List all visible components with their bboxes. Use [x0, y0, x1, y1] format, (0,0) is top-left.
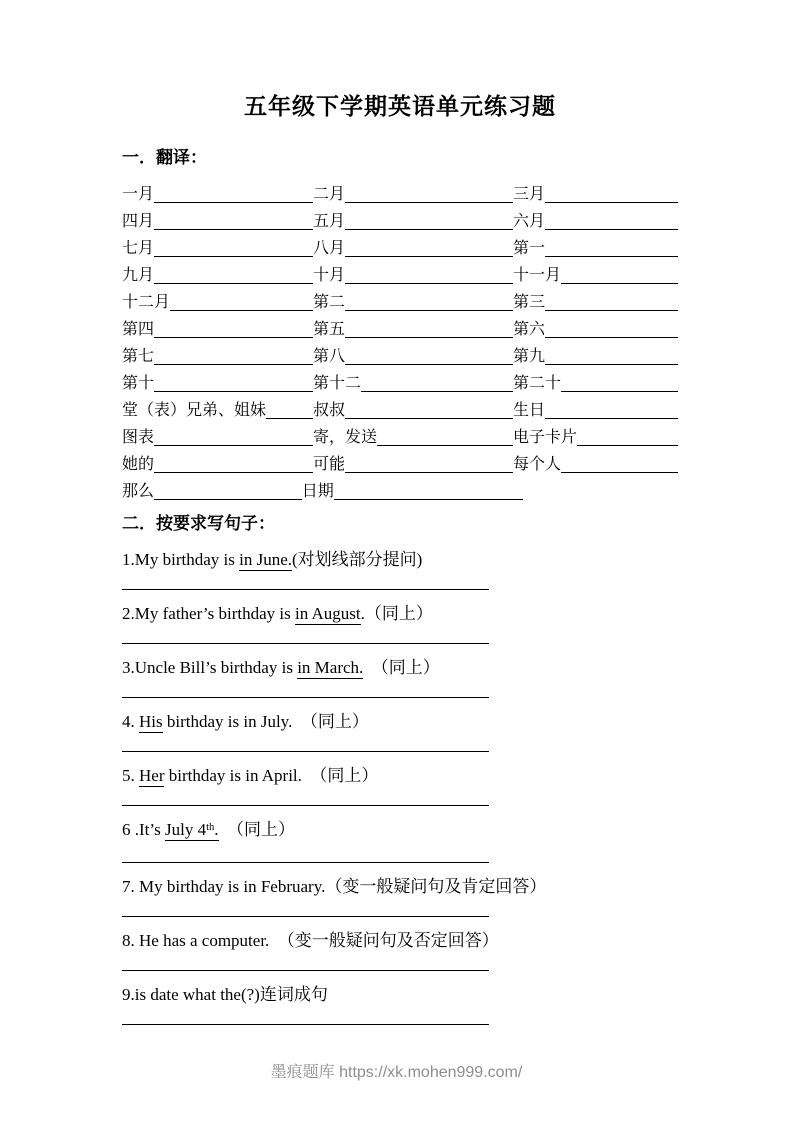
- translation-label: 七月: [122, 240, 155, 257]
- question-text: [122, 765, 678, 786]
- underlined-phrase: in June.: [239, 550, 292, 569]
- answer-blank-line: [334, 498, 523, 500]
- translation-label: 六月: [513, 213, 546, 230]
- answer-blank-line: [545, 309, 678, 311]
- translation-row: [122, 421, 678, 448]
- translation-item: [513, 185, 678, 205]
- answer-blank-line: [345, 471, 513, 473]
- answer-blank-line: [170, 309, 313, 311]
- answer-blank-line: [545, 363, 678, 365]
- answer-blank-line: [545, 201, 678, 203]
- question-segment: 2.My father’s birthday is: [122, 604, 295, 623]
- answer-blank-line: [545, 417, 678, 419]
- translation-label: 堂（表）兄弟、姐妹: [122, 402, 267, 419]
- translation-label: 第二十: [513, 375, 562, 392]
- translation-item: [513, 455, 678, 475]
- answer-blank-line: [154, 201, 313, 203]
- translation-item: [122, 293, 313, 313]
- translation-item: [513, 347, 678, 367]
- translation-item: [122, 320, 313, 340]
- question-segment: 3.Uncle Bill’s birthday is: [122, 658, 298, 677]
- translation-item: [313, 401, 513, 421]
- translation-label: 二月: [313, 186, 346, 203]
- answer-blank-line: [122, 897, 489, 917]
- translation-item: [313, 428, 513, 448]
- question-segment: 7. My birthday is in February.（变一般疑问句及肯定回答）: [122, 877, 547, 896]
- translation-item: [513, 428, 678, 448]
- answer-blank-line: [377, 444, 513, 446]
- translation-row: [122, 475, 678, 502]
- translation-label: 她的: [122, 456, 155, 473]
- question-text: [122, 657, 678, 678]
- translation-item: [302, 482, 523, 502]
- question-text: [122, 603, 678, 624]
- answer-blank-line: [345, 282, 513, 284]
- translation-item: [313, 320, 513, 340]
- translation-item: [122, 374, 313, 394]
- answer-blank-line: [154, 390, 313, 392]
- translation-label: 那么: [122, 483, 155, 500]
- answer-blank-line: [561, 390, 678, 392]
- translation-row: [122, 394, 678, 421]
- translation-item: [122, 347, 313, 367]
- answer-blank-line: [361, 390, 513, 392]
- underlined-phrase: July 4: [164, 820, 207, 839]
- translation-item: [513, 320, 678, 340]
- answer-blank-line: [577, 444, 678, 446]
- answer-blank-line: [122, 678, 489, 698]
- answer-blank-line: [561, 282, 678, 284]
- translation-item: [513, 401, 678, 421]
- translation-label: 九月: [122, 267, 155, 284]
- underlined-phrase: in August: [294, 604, 361, 623]
- question-segment: birthday is in July. （同上）: [162, 712, 369, 731]
- answer-blank-line: [545, 228, 678, 230]
- question-block: [122, 876, 678, 917]
- page-title: 五年级下学期英语单元练习题: [244, 93, 556, 119]
- translation-label: 生日: [513, 402, 546, 419]
- answer-blank-line: [122, 1005, 489, 1025]
- answer-blank-line: [345, 228, 513, 230]
- translation-item: [313, 347, 513, 367]
- underlined-phrase: .: [214, 820, 219, 839]
- answer-blank-line: [154, 363, 313, 365]
- translation-item: [122, 212, 313, 232]
- translation-label: 第二: [313, 294, 346, 311]
- translation-item: [313, 239, 513, 259]
- answer-blank-line: [345, 363, 513, 365]
- translation-item: [313, 212, 513, 232]
- question-segment: 6 .It’s: [122, 820, 165, 839]
- translation-item: [513, 212, 678, 232]
- underlined-phrase: Her: [139, 766, 165, 785]
- question-block: [122, 603, 678, 644]
- answer-blank-line: [345, 255, 513, 257]
- translation-item: [513, 374, 678, 394]
- questions-list: [122, 549, 678, 1025]
- translation-label: 电子卡片: [513, 429, 578, 446]
- translation-grid: [122, 178, 678, 502]
- translation-item: [122, 428, 313, 448]
- translation-row: [122, 178, 678, 205]
- translation-label: 寄，发送: [313, 429, 378, 446]
- answer-blank-line: [266, 417, 313, 419]
- translation-item: [313, 374, 513, 394]
- translation-row: [122, 205, 678, 232]
- translation-item: [513, 266, 678, 286]
- question-segment: 8. He has a computer. （变一般疑问句及否定回答）: [122, 931, 499, 950]
- question-segment: 9.is date what the(?)连词成句: [122, 985, 328, 1004]
- answer-blank-line: [545, 336, 678, 338]
- answer-blank-line: [345, 417, 513, 419]
- question-block: [122, 930, 678, 971]
- translation-item: [122, 482, 302, 502]
- answer-blank-line: [345, 201, 513, 203]
- translation-label: 每个人: [513, 456, 562, 473]
- translation-item: [313, 293, 513, 313]
- translation-label: 可能: [313, 456, 346, 473]
- translation-item: [313, 455, 513, 475]
- footer-watermark: 墨痕题库 https://xk.mohen999.com/: [270, 1064, 523, 1081]
- question-block: [122, 549, 678, 590]
- question-block: [122, 765, 678, 806]
- answer-blank-line: [545, 255, 678, 257]
- translation-label: 八月: [313, 240, 346, 257]
- translation-item: [122, 266, 313, 286]
- translation-label: 十月: [313, 267, 346, 284]
- answer-blank-line: [122, 624, 489, 644]
- translation-label: 一月: [122, 186, 155, 203]
- answer-blank-line: [154, 471, 313, 473]
- answer-blank-line: [561, 471, 678, 473]
- question-segment: birthday is in April. （同上）: [164, 766, 379, 785]
- worksheet-page: [122, 90, 678, 1025]
- question-segment: 5.: [122, 766, 139, 785]
- translation-item: [513, 293, 678, 313]
- translation-label: 图表: [122, 429, 155, 446]
- translation-label: 第十: [122, 375, 155, 392]
- answer-blank-line: [154, 444, 313, 446]
- translation-label: 叔叔: [313, 402, 346, 419]
- ordinal-superscript: th: [206, 822, 215, 834]
- translation-row: [122, 232, 678, 259]
- translation-label: 第七: [122, 348, 155, 365]
- section-1-heading: 一．翻译：: [122, 148, 207, 167]
- question-segment: .（同上）: [360, 604, 433, 623]
- translation-item: [513, 239, 678, 259]
- question-text: [122, 984, 678, 1005]
- translation-row: [122, 448, 678, 475]
- answer-blank-line: [345, 309, 513, 311]
- question-segment: 1.My birthday is: [122, 550, 240, 569]
- question-block: [122, 984, 678, 1025]
- answer-blank-line: [154, 336, 313, 338]
- translation-row: [122, 313, 678, 340]
- question-text: [122, 876, 678, 897]
- translation-label: 十一月: [513, 267, 562, 284]
- translation-item: [313, 185, 513, 205]
- answer-blank-line: [154, 498, 302, 500]
- answer-blank-line: [345, 336, 513, 338]
- translation-item: [122, 185, 313, 205]
- translation-item: [122, 239, 313, 259]
- translation-label: 第四: [122, 321, 155, 338]
- question-block: [122, 819, 678, 863]
- question-segment: （同上）: [363, 658, 440, 677]
- translation-label: 第三: [513, 294, 546, 311]
- question-text: [122, 819, 678, 843]
- answer-blank-line: [122, 786, 489, 806]
- translation-row: [122, 286, 678, 313]
- question-segment: （同上）: [218, 820, 296, 839]
- answer-blank-line: [122, 843, 489, 863]
- answer-blank-line: [154, 282, 313, 284]
- translation-label: 三月: [513, 186, 546, 203]
- translation-label: 第十二: [313, 375, 362, 392]
- answer-blank-line: [122, 732, 489, 752]
- answer-blank-line: [122, 570, 489, 590]
- translation-item: [122, 455, 313, 475]
- answer-blank-line: [122, 951, 489, 971]
- translation-label: 第八: [313, 348, 346, 365]
- question-text: [122, 711, 678, 732]
- question-text: [122, 930, 678, 951]
- translation-label: 第六: [513, 321, 546, 338]
- underlined-phrase: His: [139, 712, 163, 731]
- question-segment: (对划线部分提问): [292, 550, 423, 569]
- underlined-phrase: in March.: [297, 658, 364, 677]
- section-2-heading: 二．按要求写句子：: [122, 514, 275, 533]
- translation-label: 日期: [301, 483, 334, 500]
- translation-item: [122, 401, 313, 421]
- translation-label: 四月: [122, 213, 155, 230]
- question-block: [122, 657, 678, 698]
- translation-label: 五月: [313, 213, 346, 230]
- translation-row: [122, 367, 678, 394]
- answer-blank-line: [154, 255, 313, 257]
- translation-row: [122, 259, 678, 286]
- translation-row: [122, 340, 678, 367]
- answer-blank-line: [154, 228, 313, 230]
- translation-label: 第九: [513, 348, 546, 365]
- translation-item: [313, 266, 513, 286]
- question-segment: 4.: [122, 712, 139, 731]
- translation-label: 第五: [313, 321, 346, 338]
- translation-label: 十二月: [122, 294, 171, 311]
- question-block: [122, 711, 678, 752]
- translation-label: 第一: [513, 240, 546, 257]
- question-text: [122, 549, 678, 570]
